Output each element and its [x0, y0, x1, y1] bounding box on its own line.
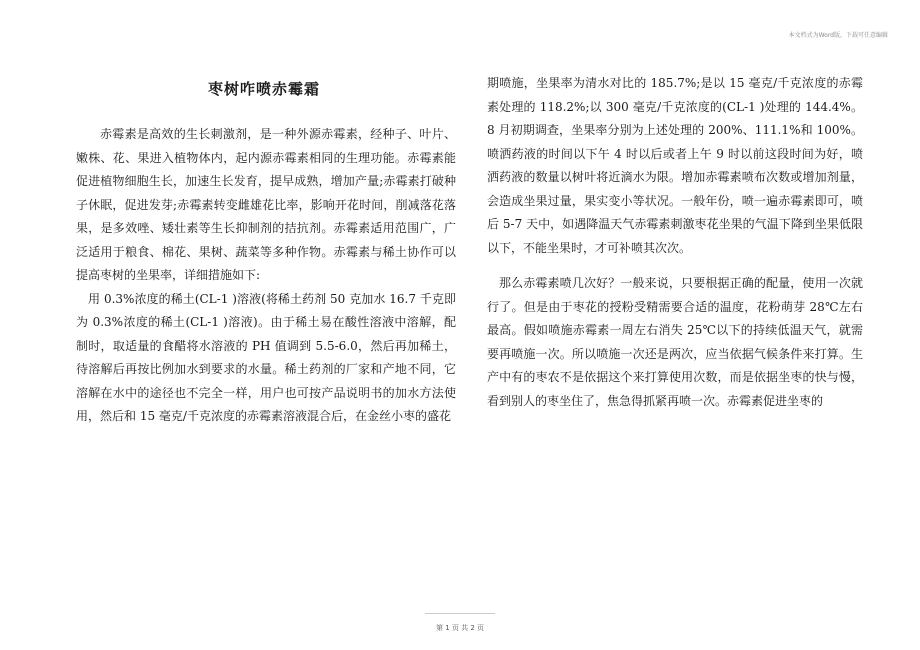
page-number: 第 1 页 共 2 页	[435, 624, 485, 632]
paragraph-method: 用 0.3%浓度的稀土(CL-1 )溶液(将稀土药剂 50 克加水 16.7 千克即为 0.3%浓度的稀土(CL-1 )溶液)。由于稀土易在酸性溶液中溶解，配制时，取适量的食醋将水溶液的 PH 值调到 5.5-6.0，然后再加稀土，待溶解后再按比例加水到要求的水量。稀土药剂的厂家和产地不同，它溶解在水中的途径也不完全一样，用户也可按产品说明书的加水方法使用，然后和 15 毫克/千克浓度的赤霉素溶液混合后，在金丝小枣的盛花	[76, 291, 456, 423]
paragraph-results: 期喷施，坐果率为清水对比的 185.7%;是以 15 毫克/千克浓度的赤霉素处理的 118.2%;以 300 毫克/千克浓度的(CL-1 )处理的 144.4%。8 月初期调查，坐果率分别为上述处理的 200%、111.1%和 100%。喷洒药液的时间以下午 4 时以后或者上午 9 时以前这段时间为好，喷洒药液的数量以树叶将近滴水为限。增加赤霉素喷布次数或增加剂量，会造成坐果过量，果实变小等状况。一般年份，喷一遍赤霉素即可，喷后 5-7 天中，如遇降温天气赤霉素刺激枣花坐果的气温下降到坐果低限以下，不能坐果时，才可补喷其次次。	[487, 76, 863, 255]
document-title: 枣树咋喷赤霉霜	[207, 80, 320, 98]
paragraph-frequency: 那么赤霉素喷几次好？一般来说，只要根据正确的配量，使用一次就行了。但是由于枣花的授粉受精需要合适的温度，花粉萌芽 28℃左右最高。假如喷施赤霉素一周左右消失 25℃以下的持续低温天气，就需要再喷施一次。所以喷施一次还是两次，应当依据气候条件来打算。生产中有的枣农不是依据这个来打算使用次数，而是依据坐枣的快与慢，看到别人的枣坐住了，焦急得抓紧再喷一次。赤霉素促进坐枣的	[487, 276, 863, 408]
watermark-text: 本文档式为Word版，下载可任意编辑	[788, 32, 888, 39]
right-column	[487, 72, 863, 413]
left-column	[76, 123, 456, 429]
footer-divider	[425, 613, 495, 614]
paragraph-intro: 赤霉素是高效的生长刺激剂，是一种外源赤霉素，经种子、叶片、嫩株、花、果进入植物体内，起内源赤霉素相同的生理功能。赤霉素能促进植物细胞生长，加速生长发育，提早成熟，增加产量;赤霉素打破种子休眠，促进发芽;赤霉素转变雌雄花比率，影响开花时间，削减落花落果，是多效唑、矮壮素等生长抑制剂的拮抗剂。赤霉素适用范围广，广泛适用于粮食、棉花、果树、蔬菜等多种作物。赤霉素与稀土协作可以提高枣树的坐果率，详细措施如下:	[76, 127, 456, 282]
